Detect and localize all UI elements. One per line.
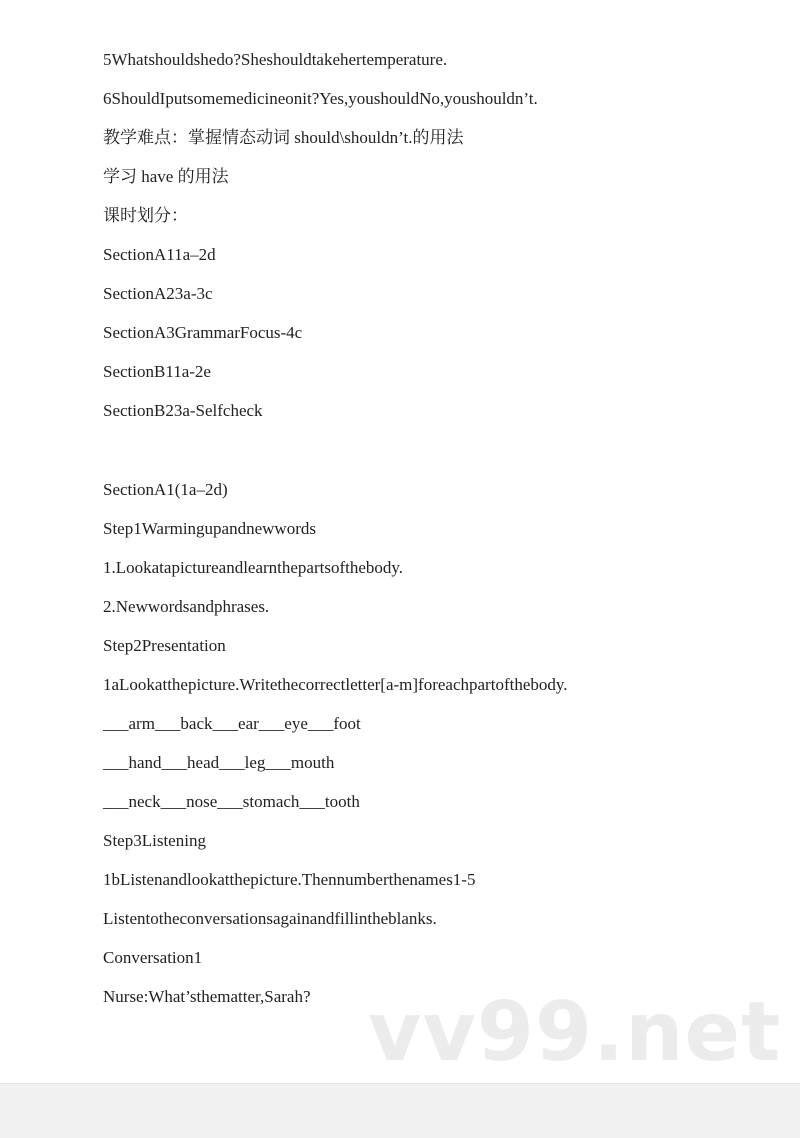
section-heading: SectionA1(1a–2d) (103, 480, 228, 499)
learn-have-usage: 学习 have 的用法 (103, 167, 229, 186)
lesson-section-b1: SectionB11a-2e (103, 362, 211, 381)
step-1-heading: Step1Warmingupandnewwords (103, 519, 316, 538)
lesson-section-b2: SectionB23a-Selfcheck (103, 401, 263, 420)
text-line-1: 5Whatshouldshedo?Sheshouldtakehertemperature. (103, 50, 448, 69)
text-line-2: 6ShouldIputsomemedicineonit?Yes,youshouldNo,youshouldn’t. (103, 89, 538, 108)
body-parts-row-3: ___neck___nose___stomach___tooth (103, 792, 360, 811)
step-1-item-2: 2.Newwordsandphrases. (103, 597, 270, 616)
lesson-division-heading: 课时划分： (103, 206, 188, 225)
page-bottom-edge (0, 1083, 800, 1138)
watermark: vv99.net (368, 985, 782, 1080)
listening-instruction: Listentotheconversationsagainandfillintheblanks. (103, 909, 437, 928)
lesson-section-a3: SectionA3GrammarFocus-4c (103, 323, 303, 342)
teaching-difficulty: 教学难点：掌握情态动词 should\shouldn’t.的用法 (103, 128, 464, 147)
exercise-1b-instruction: 1bListenandlookatthepicture.Thennumberthenames1-5 (103, 870, 476, 889)
lesson-section-a2: SectionA23a-3c (103, 284, 213, 303)
body-parts-row-2: ___hand___head___leg___mouth (103, 753, 335, 772)
conversation-line-1: Nurse:What’sthematter,Sarah? (103, 987, 311, 1006)
conversation-heading: Conversation1 (103, 948, 203, 967)
step-3-heading: Step3Listening (103, 831, 206, 850)
lesson-section-a1: SectionA11a–2d (103, 245, 216, 264)
exercise-1a-instruction: 1aLookatthepicture.Writethecorrectletter[a-m]foreachpartofthebody. (103, 675, 568, 694)
step-2-heading: Step2Presentation (103, 636, 226, 655)
step-1-item-1: 1.Lookatapictureandlearnthepartsofthebody. (103, 558, 404, 577)
body-parts-row-1: ___arm___back___ear___eye___foot (103, 714, 361, 733)
